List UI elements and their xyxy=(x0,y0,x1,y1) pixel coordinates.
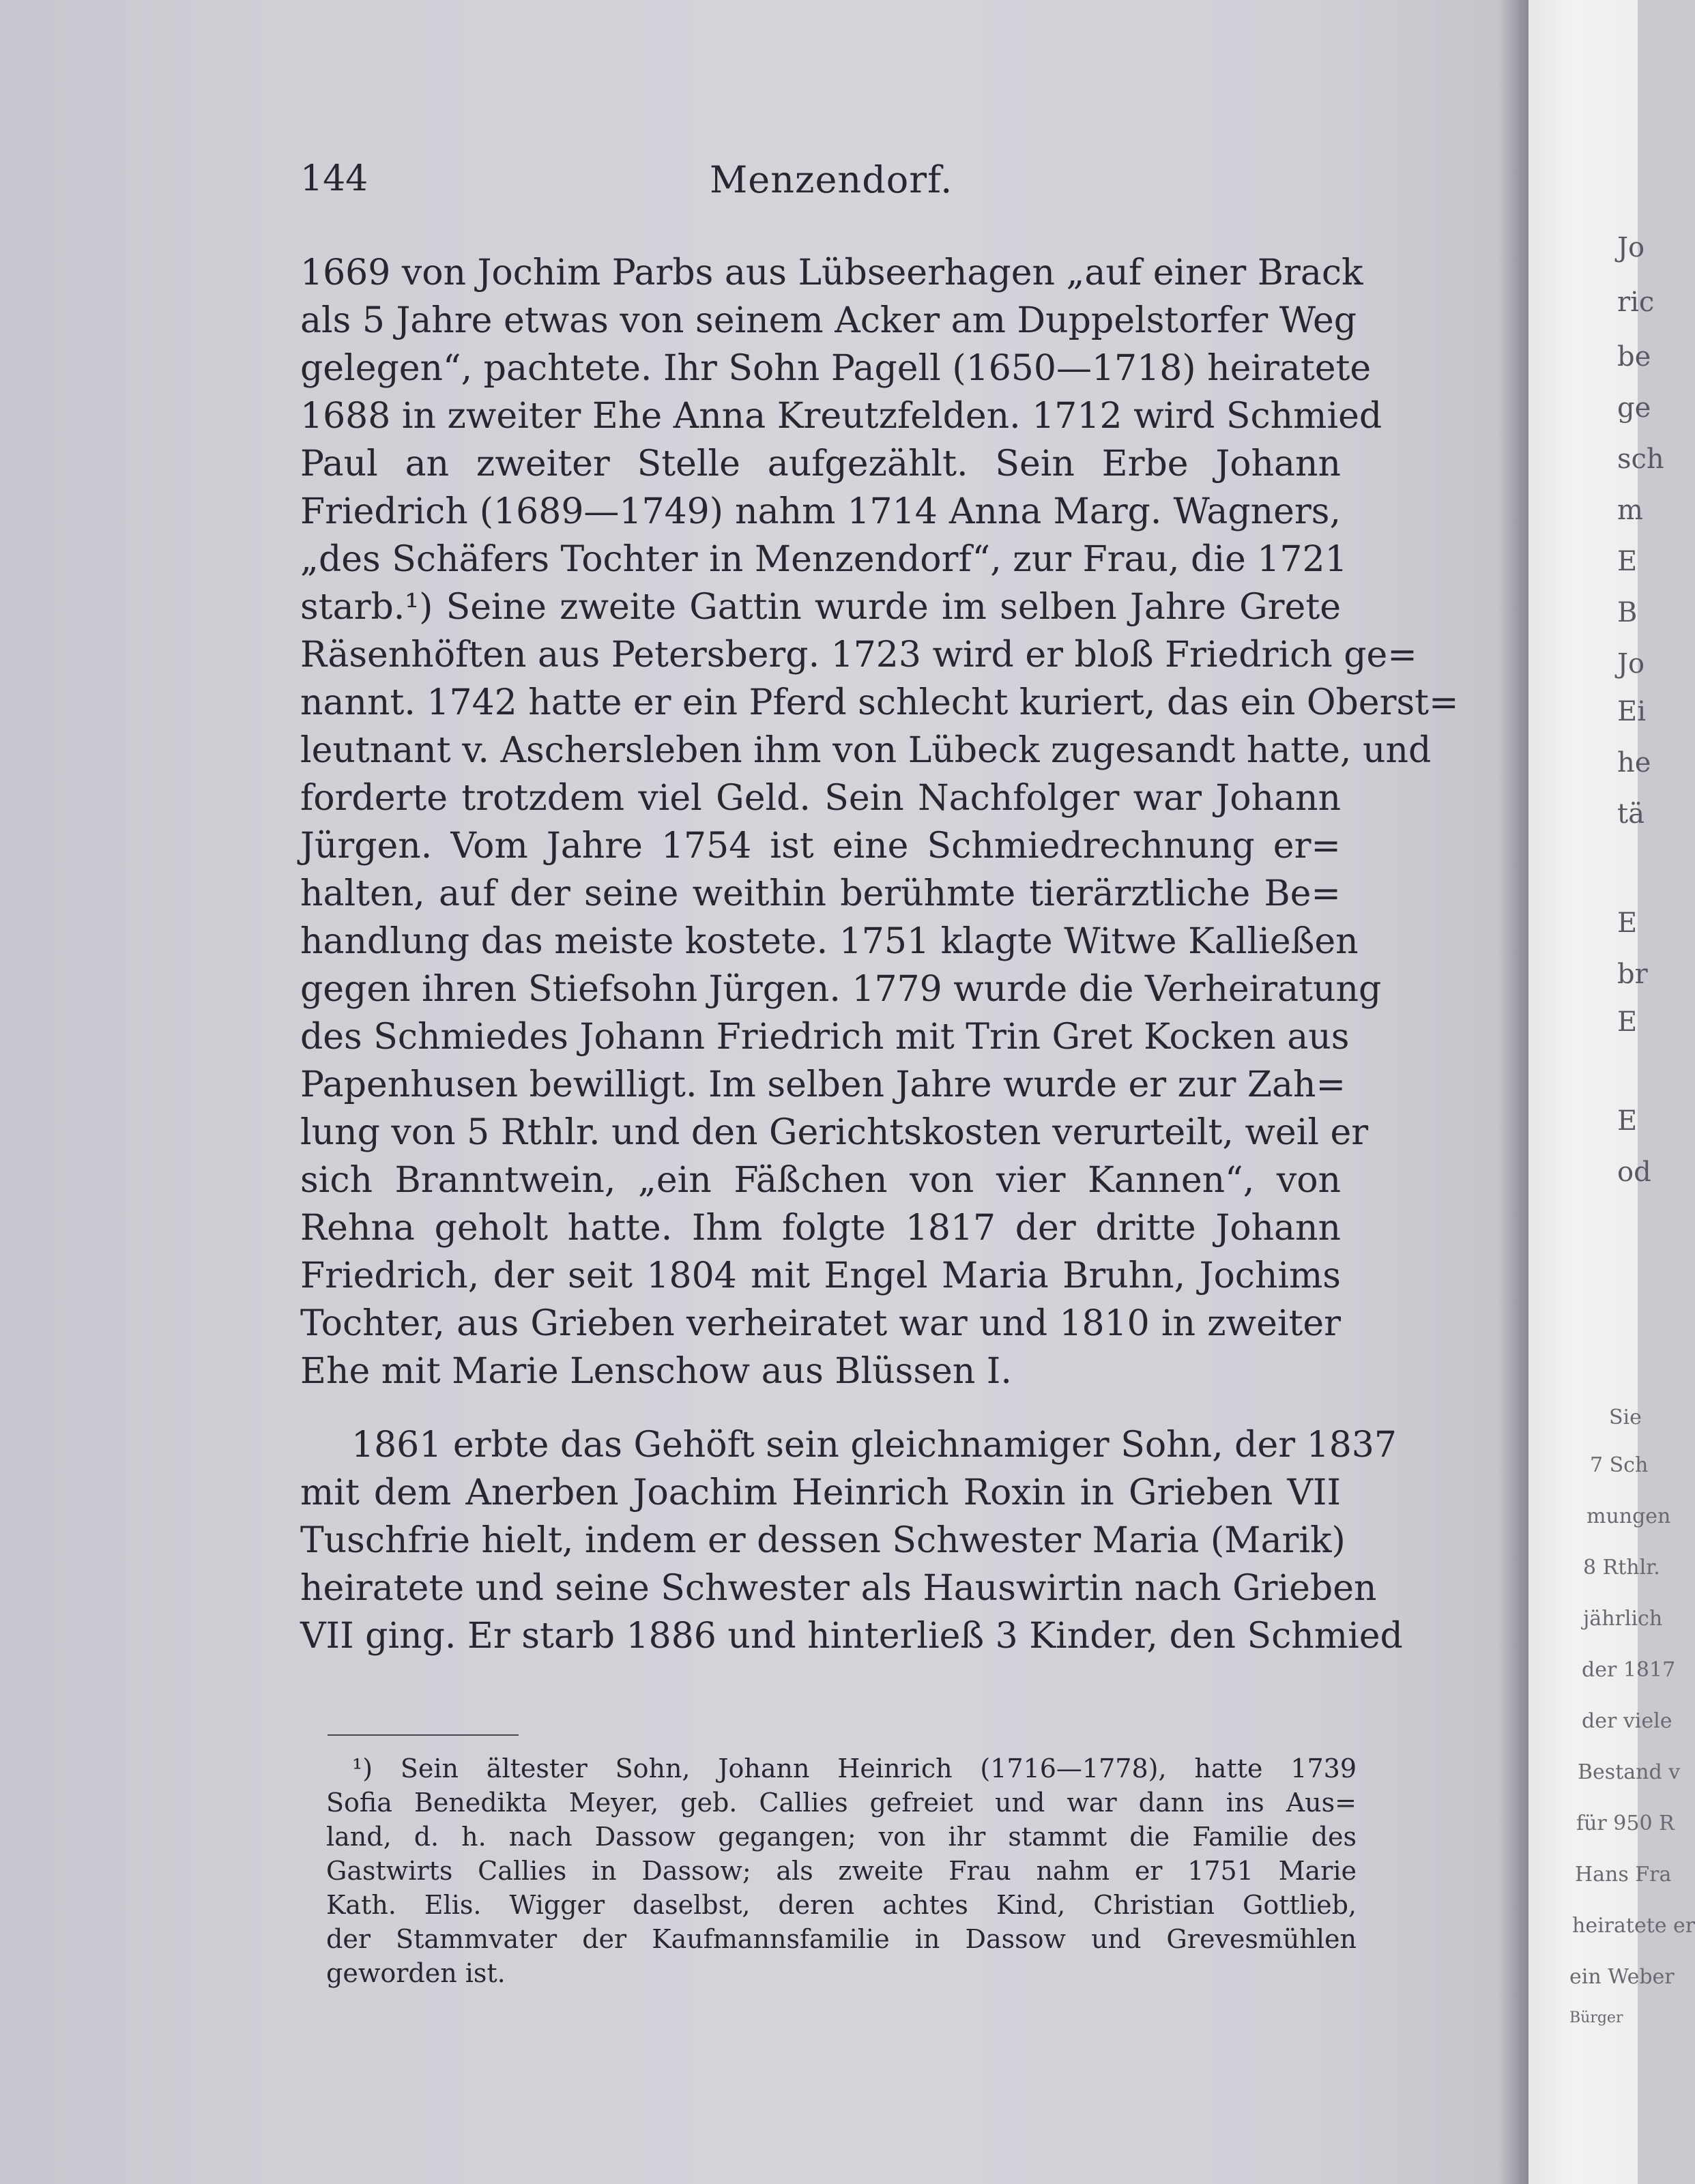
running-head: Menzendorf. xyxy=(710,158,953,201)
adjacent-page-fragment: jährlich xyxy=(1583,1607,1663,1631)
footnote-line: Kath. Elis. Wigger daselbst, deren achtes Kind, Christian Gottlieb, xyxy=(326,1890,1357,1920)
adjacent-page-fragment: Hans Fra xyxy=(1575,1863,1672,1887)
text-line: halten, auf der seine weithin berühmte tierärztliche Be= xyxy=(300,873,1341,914)
adjacent-page-edge xyxy=(1529,0,1695,2184)
adjacent-page-fragment: 7 Sch xyxy=(1590,1453,1649,1477)
page-header xyxy=(300,158,1351,206)
text-line: forderte trotzdem viel Geld. Sein Nachfolger war Johann xyxy=(300,778,1341,819)
adjacent-page-fragment: br xyxy=(1617,959,1648,990)
text-line: handlung das meiste kostete. 1751 klagte Witwe Kalließen xyxy=(300,921,1359,962)
text-line: gelegen“, pachtete. Ihr Sohn Pagell (1650—1718) heiratete xyxy=(300,348,1372,389)
text-line: leutnant v. Aschersleben ihm von Lübeck zugesandt hatte, und xyxy=(300,730,1432,771)
adjacent-page-fragment: mungen xyxy=(1587,1504,1671,1528)
text-line: VII ging. Er starb 1886 und hinterließ 3 Kinder, den Schmied xyxy=(300,1616,1403,1657)
text-line: Tuschfrie hielt, indem er dessen Schwester Maria (Marik) xyxy=(300,1520,1346,1561)
text-line: des Schmiedes Johann Friedrich mit Trin Gret Kocken aus xyxy=(300,1017,1350,1058)
page-number: 144 xyxy=(300,158,368,199)
text-line: Rehna geholt hatte. Ihm folgte 1817 der dritte Johann xyxy=(300,1208,1341,1249)
text-line: starb.¹) Seine zweite Gattin wurde im selben Jahre Grete xyxy=(300,587,1341,628)
adjacent-page-fragment: E xyxy=(1617,907,1638,939)
footnote-line: land, d. h. nach Dassow gegangen; von ihr stammt die Familie des xyxy=(326,1822,1357,1852)
adjacent-page-fragment: Jo xyxy=(1617,648,1645,680)
text-line: „des Schäfers Tochter in Menzendorf“, zur Frau, die 1721 xyxy=(300,539,1348,580)
text-line: lung von 5 Rthlr. und den Gerichtskosten verurteilt, weil er xyxy=(300,1112,1369,1153)
adjacent-page-fragment: be xyxy=(1617,341,1651,373)
adjacent-page-fragment: E xyxy=(1617,546,1638,577)
text-line: Jürgen. Vom Jahre 1754 ist eine Schmiedrechnung er= xyxy=(300,826,1341,867)
text-line: als 5 Jahre etwas von seinem Acker am Duppelstorfer Weg xyxy=(300,300,1357,341)
adjacent-page-fragment: der viele xyxy=(1582,1709,1672,1733)
adjacent-page-fragment: ein Weber xyxy=(1569,1965,1675,1989)
adjacent-page-fragment: Bürger xyxy=(1569,2009,1623,2026)
footnote-line: der Stammvater der Kaufmannsfamilie in Dassow und Grevesmühlen xyxy=(326,1924,1357,1954)
adjacent-page-fragment: he xyxy=(1617,747,1651,778)
adjacent-page-fragment: od xyxy=(1617,1156,1651,1188)
adjacent-page-fragment: ge xyxy=(1617,392,1651,424)
adjacent-page-fragment: E xyxy=(1617,1105,1638,1137)
adjacent-page-fragment: der 1817 xyxy=(1582,1658,1676,1682)
adjacent-page-fragment: E xyxy=(1617,1006,1638,1038)
adjacent-page-fragment: heiratete er xyxy=(1572,1914,1695,1938)
adjacent-page-fragment: m xyxy=(1617,495,1643,526)
text-line: 1669 von Jochim Parbs aus Lübseerhagen „auf einer Brack xyxy=(300,252,1363,293)
text-line: sich Branntwein, „ein Fäßchen von vier Kannen“, von xyxy=(300,1160,1341,1201)
adjacent-page-fragment: ric xyxy=(1617,287,1655,318)
text-line: heiratete und seine Schwester als Hauswirtin nach Grieben xyxy=(300,1568,1377,1609)
footnote-divider xyxy=(328,1734,519,1736)
book-gutter xyxy=(1498,0,1529,2184)
footnote-line: Gastwirts Callies in Dassow; als zweite Frau nahm er 1751 Marie xyxy=(326,1856,1357,1886)
adjacent-page-fragment: B xyxy=(1617,597,1638,628)
adjacent-page-fragment: für 950 R xyxy=(1576,1811,1675,1835)
footnote-line: Sofia Benedikta Meyer, geb. Callies gefreiet und war dann ins Aus= xyxy=(326,1788,1357,1818)
text-line: Papenhusen bewilligt. Im selben Jahre wurde er zur Zah= xyxy=(300,1064,1346,1105)
text-line: Tochter, aus Grieben verheiratet war und 1810 in zweiter xyxy=(300,1303,1341,1344)
text-line: Friedrich, der seit 1804 mit Engel Maria Bruhn, Jochims xyxy=(300,1255,1341,1296)
text-line: Friedrich (1689—1749) nahm 1714 Anna Marg. Wagners, xyxy=(300,491,1341,532)
footnote-line: ¹) Sein ältester Sohn, Johann Heinrich (1716—1778), hatte 1739 xyxy=(352,1753,1357,1783)
text-line: Paul an zweiter Stelle aufgezählt. Sein Erbe Johann xyxy=(300,443,1341,484)
adjacent-page-fragment: Ei xyxy=(1617,696,1646,727)
text-line: mit dem Anerben Joachim Heinrich Roxin in Grieben VII xyxy=(300,1472,1341,1513)
text-line: gegen ihren Stiefsohn Jürgen. 1779 wurde die Verheiratung xyxy=(300,969,1382,1010)
adjacent-page-fragment: tä xyxy=(1617,798,1645,830)
adjacent-page-fragment: Bestand v xyxy=(1578,1760,1681,1784)
text-line: nannt. 1742 hatte er ein Pferd schlecht kuriert, das ein Oberst= xyxy=(300,682,1459,723)
paragraph-first-line: 1861 erbte das Gehöft sein gleichnamiger Sohn, der 1837 xyxy=(351,1425,1397,1466)
adjacent-page-fragment: Jo xyxy=(1617,232,1645,263)
adjacent-page-fragment: 8 Rthlr. xyxy=(1583,1556,1660,1579)
adjacent-page-fragment: Sie xyxy=(1609,1406,1642,1429)
text-line: Ehe mit Marie Lenschow aus Blüssen I. xyxy=(300,1351,1012,1392)
text-line: 1688 in zweiter Ehe Anna Kreutzfelden. 1712 wird Schmied xyxy=(300,396,1382,437)
text-line: Räsenhöften aus Petersberg. 1723 wird er bloß Friedrich ge= xyxy=(300,635,1417,675)
footnote-line: geworden ist. xyxy=(326,1958,506,1988)
adjacent-page-fragment: sch xyxy=(1617,443,1664,475)
